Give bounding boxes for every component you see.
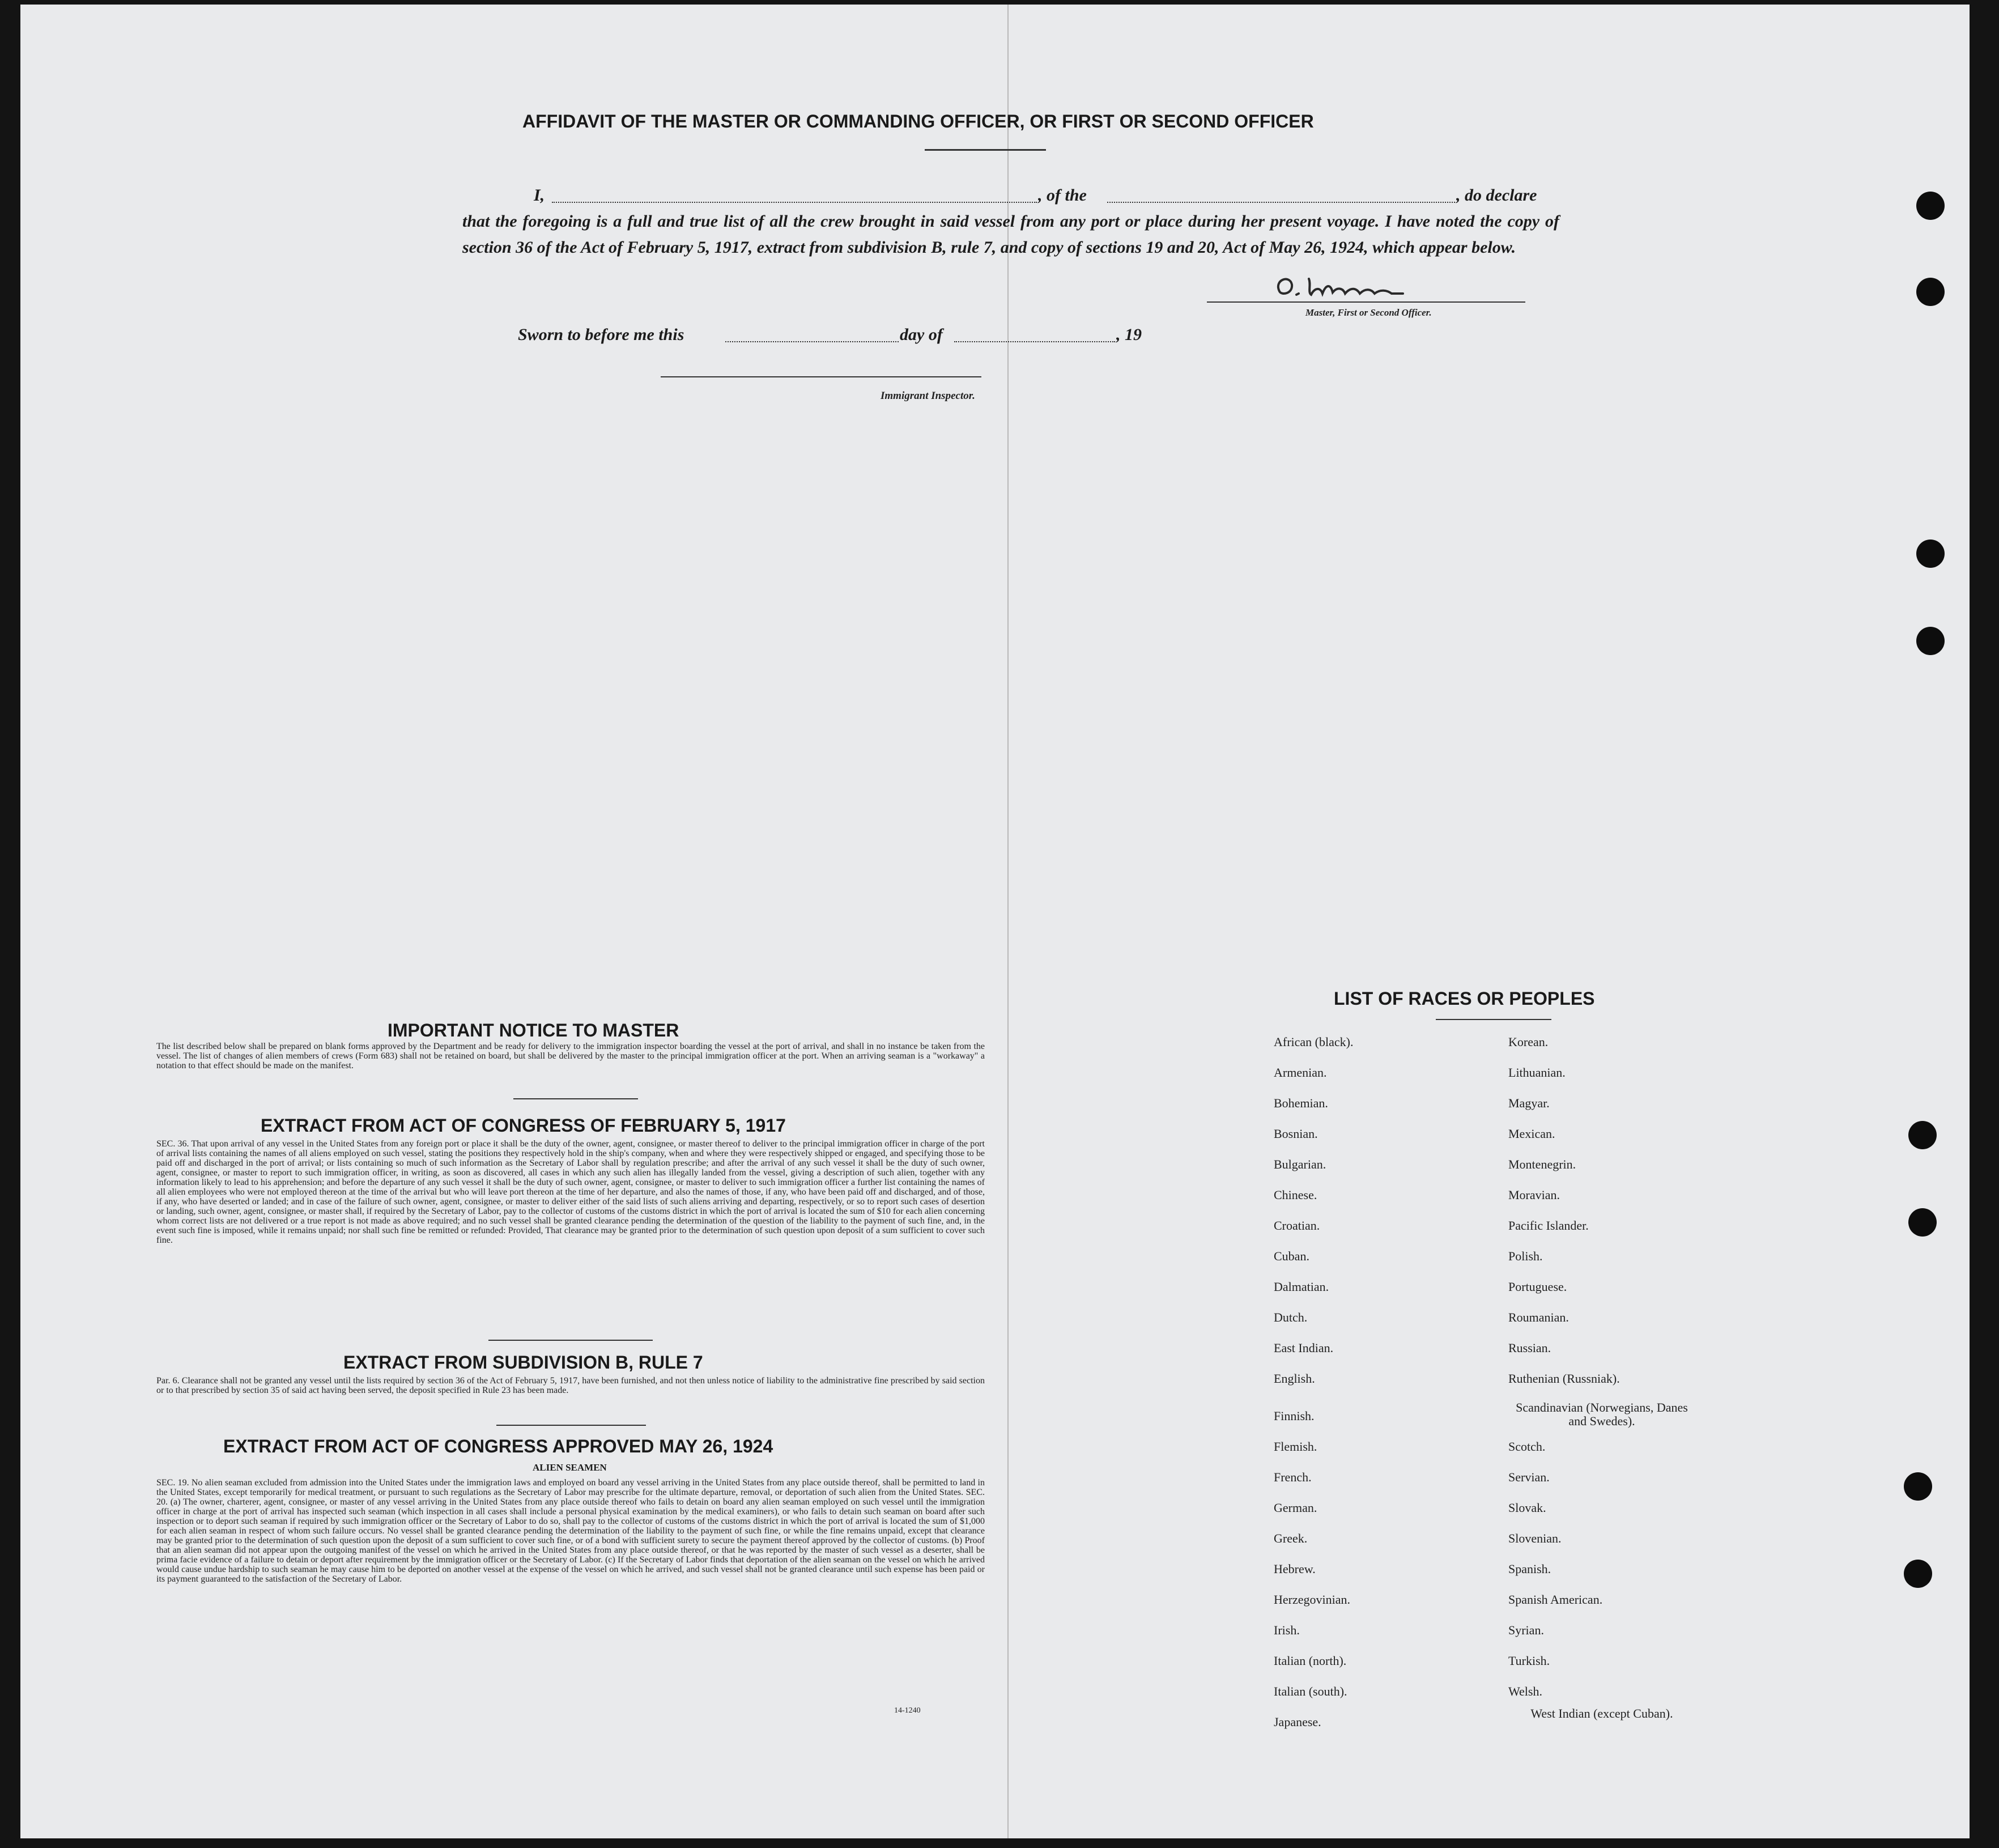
- race-item: Slovak.: [1508, 1501, 1546, 1515]
- race-item: Greek.: [1274, 1531, 1308, 1545]
- binder-hole: [1904, 1472, 1932, 1501]
- races-title: LIST OF RACES OR PEOPLES: [1334, 988, 1595, 1009]
- document-page: [20, 5, 1970, 1838]
- extract-1924-title: EXTRACT FROM ACT OF CONGRESS APPROVED MAY 26, 1924: [223, 1436, 773, 1456]
- race-item: West Indian (except Cuban).: [1530, 1706, 1673, 1720]
- race-item: Flemish.: [1274, 1439, 1317, 1454]
- race-item: Croatian.: [1274, 1218, 1320, 1233]
- extract-rule7-text: Par. 6. Clearance shall not be granted any vessel until the lists required by section 36 of the Act of February 5, 1917, have been furnished, and not then unless notice of liability to the administrative fine prescribed by said section or to that prescribed by section 35 of said act having been served, the deposit specified in Rule 23 has been made.: [156, 1376, 985, 1395]
- race-item: Pacific Islander.: [1508, 1218, 1589, 1233]
- notice-text: The list described below shall be prepared on blank forms approved by the Department and be ready for delivery to the immigration inspector boarding the vessel at the port of arrival, and shall in no instance be taken from the vessel. The list of changes of alien members of crews (Form 683) shall not be retained on board, but shall be delivered by the master to the principal immigration officer at the port. When an arriving seaman is a "workaway" a notation to that effect should be made on the manifest.: [156, 1042, 985, 1070]
- binder-hole: [1908, 1121, 1937, 1149]
- race-item: Italian (south).: [1274, 1684, 1347, 1698]
- race-item: East Indian.: [1274, 1341, 1334, 1355]
- race-item: Japanese.: [1274, 1715, 1321, 1729]
- race-item: Syrian.: [1508, 1623, 1544, 1637]
- extract-1924-subtitle: ALIEN SEAMEN: [533, 1462, 607, 1473]
- race-item: Bosnian.: [1274, 1127, 1318, 1141]
- i-label: I,: [534, 186, 545, 205]
- race-item: Spanish.: [1508, 1562, 1551, 1576]
- races-title-rule: [1436, 1019, 1551, 1020]
- race-item: Welsh.: [1508, 1684, 1542, 1698]
- race-item: Finnish.: [1274, 1409, 1315, 1423]
- race-item: Dutch.: [1274, 1310, 1308, 1324]
- year-label: , 19: [1116, 325, 1142, 344]
- race-item: Slovenian.: [1508, 1531, 1562, 1545]
- race-item: Servian.: [1508, 1470, 1550, 1484]
- sworn-day-field[interactable]: [725, 341, 899, 342]
- race-item: Irish.: [1274, 1623, 1300, 1637]
- binder-hole: [1916, 278, 1945, 306]
- race-item: Italian (north).: [1274, 1654, 1347, 1668]
- race-item: Moravian.: [1508, 1188, 1560, 1202]
- sworn-label: Sworn to before me this: [518, 325, 684, 344]
- race-item: Magyar.: [1508, 1096, 1550, 1110]
- inspector-label: Immigrant Inspector.: [881, 390, 975, 402]
- race-item: French.: [1274, 1470, 1312, 1484]
- page-fold: [1007, 5, 1009, 1838]
- vessel-field[interactable]: [1107, 202, 1455, 203]
- race-item: German.: [1274, 1501, 1317, 1515]
- binder-hole: [1916, 192, 1945, 220]
- signature-caption: Master, First or Second Officer.: [1305, 307, 1432, 318]
- extract-1917-rule: [488, 1340, 653, 1341]
- race-item: Hebrew.: [1274, 1562, 1316, 1576]
- race-item: English.: [1274, 1371, 1315, 1386]
- name-field[interactable]: [552, 202, 1037, 203]
- race-item: Cuban.: [1274, 1249, 1309, 1263]
- extract-1917-text: SEC. 36. That upon arrival of any vessel in the United States from any foreign port or place it shall be the duty of the owner, agent, consignee, or master thereof to deliver to the principal immigration officer in charge of the port of arrival lists containing the names of all aliens employed on such vessel, stating the positions they respectively hold in the ship's company, when and where they were respectively shipped or engaged, and specifying those to be paid off and discharged in the port of arrival; or lists containing so much of such information as the Secretary of Labor shall by regulation prescribe; and after the arrival of any such vessel it shall be the duty of such owner, agent, consignee, or master to report to such immigration officer, in writing, as soon as discovered, all cases in which any such alien has illegally landed from the vessel, giving a description of such alien, together with any information likely to lead to his apprehension; and before the departure of any such vessel it shall be the duty of such owner, agent, consignee, or master to deliver to such immigration officer a further list containing the names of all alien employees who were not employed thereon at the time of the arrival but who will leave port thereon at the time of her departure, and also the names of those, if any, who have been paid off and discharged, and of those, if any, who have deserted or landed; and in case of the failure of such owner, agent, consignee, or master to deliver either of the said lists of such aliens arriving and departing, respectively, or so to report such cases of desertion or landing, such owner, agent, consignee, or master shall, if required by the Secretary of Labor, pay to the collector of customs of the customs district in which the port of arrival is located the sum of $10 for each alien concerning whom correct lists are not delivered or a true report is not made as above required; and no such vessel shall be granted clearance pending the determination of the question of the liability to the payment of such fine, and, in the event such fine is imposed, while it remains unpaid; nor shall such fine be remitted or refunded: Provided, That clearance may be granted prior to the determination of such question upon deposit of a sum sufficient to cover such fine.: [156, 1139, 985, 1245]
- race-item: Polish.: [1508, 1249, 1543, 1263]
- race-item: Mexican.: [1508, 1127, 1555, 1141]
- race-item: Turkish.: [1508, 1654, 1550, 1668]
- inspector-signature-line: [661, 376, 981, 377]
- race-item: Herzegovinian.: [1274, 1592, 1350, 1607]
- race-item: Korean.: [1508, 1035, 1549, 1049]
- extract-rule7-rule: [496, 1425, 646, 1426]
- sworn-month-field[interactable]: [954, 341, 1115, 342]
- race-item: Armenian.: [1274, 1065, 1327, 1080]
- race-item: Spanish American.: [1508, 1592, 1603, 1607]
- race-item: Portuguese.: [1508, 1280, 1567, 1294]
- race-item: Bulgarian.: [1274, 1157, 1326, 1171]
- race-item: Chinese.: [1274, 1188, 1317, 1202]
- of-the-label: , of the: [1038, 186, 1087, 205]
- race-item: African (black).: [1274, 1035, 1354, 1049]
- extract-rule7-title: EXTRACT FROM SUBDIVISION B, RULE 7: [343, 1352, 703, 1373]
- affidavit-title-rule: [925, 149, 1046, 151]
- race-item: Roumanian.: [1508, 1310, 1569, 1324]
- race-item: Lithuanian.: [1508, 1065, 1566, 1080]
- binder-hole: [1916, 539, 1945, 568]
- race-item: Ruthenian (Russniak).: [1508, 1371, 1620, 1386]
- day-of-label: day of: [900, 325, 943, 344]
- signature-line: [1207, 301, 1525, 303]
- form-number: 14-1240: [894, 1706, 921, 1715]
- do-declare-label: , do declare: [1456, 186, 1537, 205]
- race-item: Montenegrin.: [1508, 1157, 1576, 1171]
- affidavit-title: AFFIDAVIT OF THE MASTER OR COMMANDING OFFICER, OR FIRST OR SECOND OFFICER: [522, 111, 1314, 131]
- notice-title: IMPORTANT NOTICE TO MASTER: [388, 1020, 679, 1040]
- binder-hole: [1904, 1560, 1932, 1588]
- race-item: Scotch.: [1508, 1439, 1546, 1454]
- declaration-text: that the foregoing is a full and true list of all the crew brought in said vessel from any port or place during her present voyage. I have noted the copy of section 36 of the Act of February 5, 1917, extract from subdivision B, rule 7, and copy of sections 19 and 20, Act of May 26, 1924, which appear below.: [462, 212, 1559, 257]
- notice-rule: [513, 1098, 638, 1099]
- race-item: Russian.: [1508, 1341, 1551, 1355]
- race-item: Dalmatian.: [1274, 1280, 1329, 1294]
- race-item: Bohemian.: [1274, 1096, 1328, 1110]
- race-item: Scandinavian (Norwegians, Danes and Swedes).: [1516, 1400, 1688, 1428]
- extract-1924-text: SEC. 19. No alien seaman excluded from admission into the United States under the immigration laws and employed on board any vessel arriving in the United States from any place outside thereof, shall be permitted to land in the United States, except temporarily for medical treatment, or pursuant to such regulations as the Secretary of Labor may prescribe for the ultimate departure, removal, or deportation of such alien from the United States. SEC. 20. (a) The owner, charterer, agent, consignee, or master of any vessel arriving in the United States from any place outside thereof who fails to detain on board any alien seaman employed on such vessel until the immigration officer in charge at the port of arrival has inspected such seaman (which inspection in all cases shall include a personal physical examination by the medical examiners), or who fails to detain such seaman on board after such inspection or to deport such seaman if required by such immigration officer or the Secretary of Labor to do so, shall pay to the collector of customs of the customs district in which the port of arrival is located the sum of $1,000 for each alien seaman in respect of whom such failure occurs. No vessel shall be granted clearance pending the determination of the liability to the payment of such fine, or while the fine remains unpaid, except that clearance may be granted prior to the determination of such question upon the deposit of a sum sufficient to cover such fine, or of a bond with sufficient surety to secure the payment thereof approved by the collector of customs. (b) Proof that an alien seaman did not appear upon the outgoing manifest of the vessel on which he arrived in the United States from any place outside thereof, or that he was reported by the master of such vessel as a deserter, shall be prima facie evidence of a failure to detain or deport after requirement by the immigration officer or the Secretary of Labor. (c) If the Secretary of Labor finds that deportation of the alien seaman on the vessel on which he arrived would cause undue hardship to such seaman he may cause him to be deported on another vessel at the expense of the vessel on which he arrived, and such vessel shall not be granted clearance until such expense has been paid or its payment guaranteed to the satisfaction of the Secretary of Labor.: [156, 1478, 985, 1584]
- extract-1917-title: EXTRACT FROM ACT OF CONGRESS OF FEBRUARY 5, 1917: [261, 1115, 786, 1136]
- binder-hole: [1908, 1208, 1937, 1237]
- binder-hole: [1916, 627, 1945, 655]
